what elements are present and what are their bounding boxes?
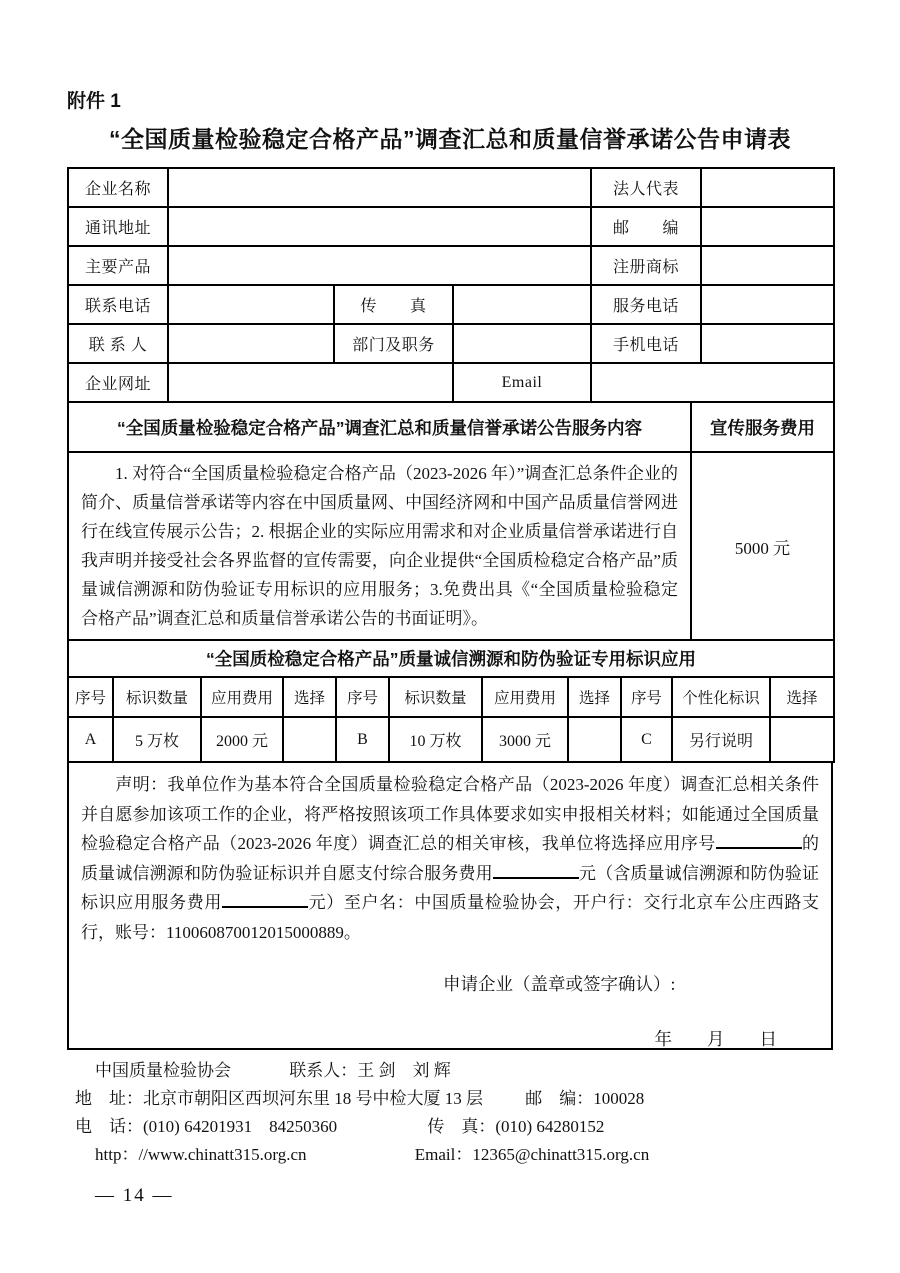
phone-label: 联系电话 — [68, 285, 168, 324]
option-b-qty: 10 万枚 — [389, 717, 482, 762]
service-content-table — [67, 401, 835, 641]
enterprise-info-table — [67, 167, 835, 403]
fax-cell — [453, 285, 591, 324]
table-row — [68, 207, 834, 246]
trademark-label: 注册商标 — [591, 246, 701, 285]
phone-cell — [168, 285, 334, 324]
promo-fee-value: 5000 元 — [691, 452, 834, 640]
declaration-seg1: 声明：我单位作为基本符合全国质量检验稳定合格产品（2023-2026 年度）调查汇总相关条件并自愿参加该项工作的企业，将严格按照该项工作具体要求如实申报相关材料；如能通过全国质量检验稳定合格产品（2023-2026 年度）调查汇总的相关审核，我单位将选择应用序号 — [81, 775, 819, 853]
col-header-fee-a: 应用费用 — [201, 677, 283, 717]
department-cell — [453, 324, 591, 363]
option-b-select-cell — [568, 717, 621, 762]
address-label: 通讯地址 — [68, 207, 168, 246]
table-row — [68, 452, 834, 640]
postcode-label: 邮 编 — [591, 207, 701, 246]
footer-telephone: 电 话：(010) 64201931 84250360 — [75, 1117, 338, 1136]
company-name-cell — [168, 168, 591, 207]
email-cell — [591, 363, 834, 402]
label-section-title: “全国质检稳定合格产品”质量诚信溯源和防伪验证专用标识应用 — [68, 640, 834, 677]
table-row — [68, 246, 834, 285]
col-header-qty-a: 标识数量 — [113, 677, 201, 717]
footer-address: 地 址：北京市朝阳区西坝河东里 18 号中检大厦 13 层 — [75, 1089, 483, 1108]
table-row — [68, 363, 834, 402]
contact-person-label: 联 系 人 — [68, 324, 168, 363]
service-content-header: “全国质量检验稳定合格产品”调查汇总和质量信誉承诺公告服务内容 — [68, 402, 691, 452]
footer-contact — [67, 1057, 833, 1169]
col-header-seq-a: 序号 — [68, 677, 113, 717]
col-header-seq-b: 序号 — [336, 677, 389, 717]
option-a-qty: 5 万枚 — [113, 717, 201, 762]
label-application-table — [67, 639, 835, 763]
footer-organization: 中国质量检验协会 — [95, 1061, 231, 1080]
mobile-label: 手机电话 — [591, 324, 701, 363]
footer-contact-persons: 联系人：王 剑 刘 辉 — [289, 1061, 451, 1080]
col-header-select-b: 选择 — [568, 677, 621, 717]
page-number: — 14 — — [95, 1185, 174, 1206]
legal-rep-label: 法人代表 — [591, 168, 701, 207]
contact-person-cell — [168, 324, 334, 363]
mobile-cell — [701, 324, 834, 363]
website-cell — [168, 363, 453, 402]
table-row — [68, 324, 834, 363]
declaration-seg4: 元）至户名：中国质量检验协会，开户行：交行北京车公庄西路支行，账号：110060870012015000889。 — [81, 893, 820, 942]
declaration-seg3: 元（含质量诚信溯源和防伪验证标识应用服务费用 — [81, 863, 820, 912]
main-products-label: 主要产品 — [68, 246, 168, 285]
main-products-cell — [168, 246, 591, 285]
option-a-seq: A — [68, 717, 113, 762]
option-a-fee: 2000 元 — [201, 717, 283, 762]
footer-email: Email：12365@chinatt315.org.cn — [414, 1145, 650, 1164]
table-row — [68, 168, 834, 207]
date-line: 年 月 日 — [654, 1029, 777, 1049]
option-a-select-cell — [283, 717, 336, 762]
col-header-custom-label: 个性化标识 — [672, 677, 770, 717]
col-header-qty-b: 标识数量 — [389, 677, 482, 717]
table-row — [68, 677, 834, 717]
address-cell — [168, 207, 591, 246]
col-header-select-c: 选择 — [770, 677, 834, 717]
company-name-label: 企业名称 — [68, 168, 168, 207]
website-label: 企业网址 — [68, 363, 168, 402]
option-c-custom: 另行说明 — [672, 717, 770, 762]
blank-serial-number — [716, 833, 802, 849]
service-content-text: 1. 对符合“全国质量检验稳定合格产品（2023-2026 年）”调查汇总条件企业的简介、质量信誉承诺等内容在中国质量网、中国经济网和中国产品质量信誉网进行在线宣传展示公告；2. 根据企业的实际应用需求和对企业质量信誉承诺进行自我声明并接受社会各界监督的宣传需要，向企业提供“全国质检稳定合格产品”质量诚信溯源和防伪验证专用标识的应用服务；3.免费出具《“全国质量检验稳定合格产品”调查汇总和质量信誉承诺公告的书面证明》。 — [68, 452, 691, 640]
table-row — [68, 285, 834, 324]
col-header-seq-c: 序号 — [621, 677, 672, 717]
option-c-select-cell — [770, 717, 834, 762]
promo-fee-header: 宣传服务费用 — [691, 402, 834, 452]
declaration-block — [67, 761, 833, 1050]
footer-zip: 邮 编：100028 — [525, 1089, 645, 1108]
col-header-select-a: 选择 — [283, 677, 336, 717]
option-b-fee: 3000 元 — [482, 717, 568, 762]
option-b-seq: B — [336, 717, 389, 762]
table-row — [68, 640, 834, 677]
table-row — [68, 402, 834, 452]
footer-fax: 传 真：(010) 64280152 — [427, 1117, 605, 1136]
trademark-cell — [701, 246, 834, 285]
service-phone-label: 服务电话 — [591, 285, 701, 324]
blank-total-fee — [493, 862, 579, 878]
col-header-fee-b: 应用费用 — [482, 677, 568, 717]
legal-rep-cell — [701, 168, 834, 207]
attachment-label: 附件 1 — [67, 91, 121, 112]
fax-label: 传 真 — [334, 285, 453, 324]
postcode-cell — [701, 207, 834, 246]
option-c-seq: C — [621, 717, 672, 762]
department-label: 部门及职务 — [334, 324, 453, 363]
table-row — [68, 717, 834, 762]
footer-website: http：//www.chinatt315.org.cn — [95, 1145, 307, 1164]
email-label: Email — [453, 363, 591, 402]
signature-line: 申请企业（盖章或签字确认）: — [443, 974, 676, 994]
service-phone-cell — [701, 285, 834, 324]
form-title: “全国质量检验稳定合格产品”调查汇总和质量信誉承诺公告申请表 — [109, 126, 791, 152]
declaration-seg2: 的质量诚信溯源和防伪验证标识并自愿支付综合服务费用 — [81, 834, 819, 883]
declaration-text — [81, 770, 819, 947]
blank-label-fee — [222, 892, 308, 908]
